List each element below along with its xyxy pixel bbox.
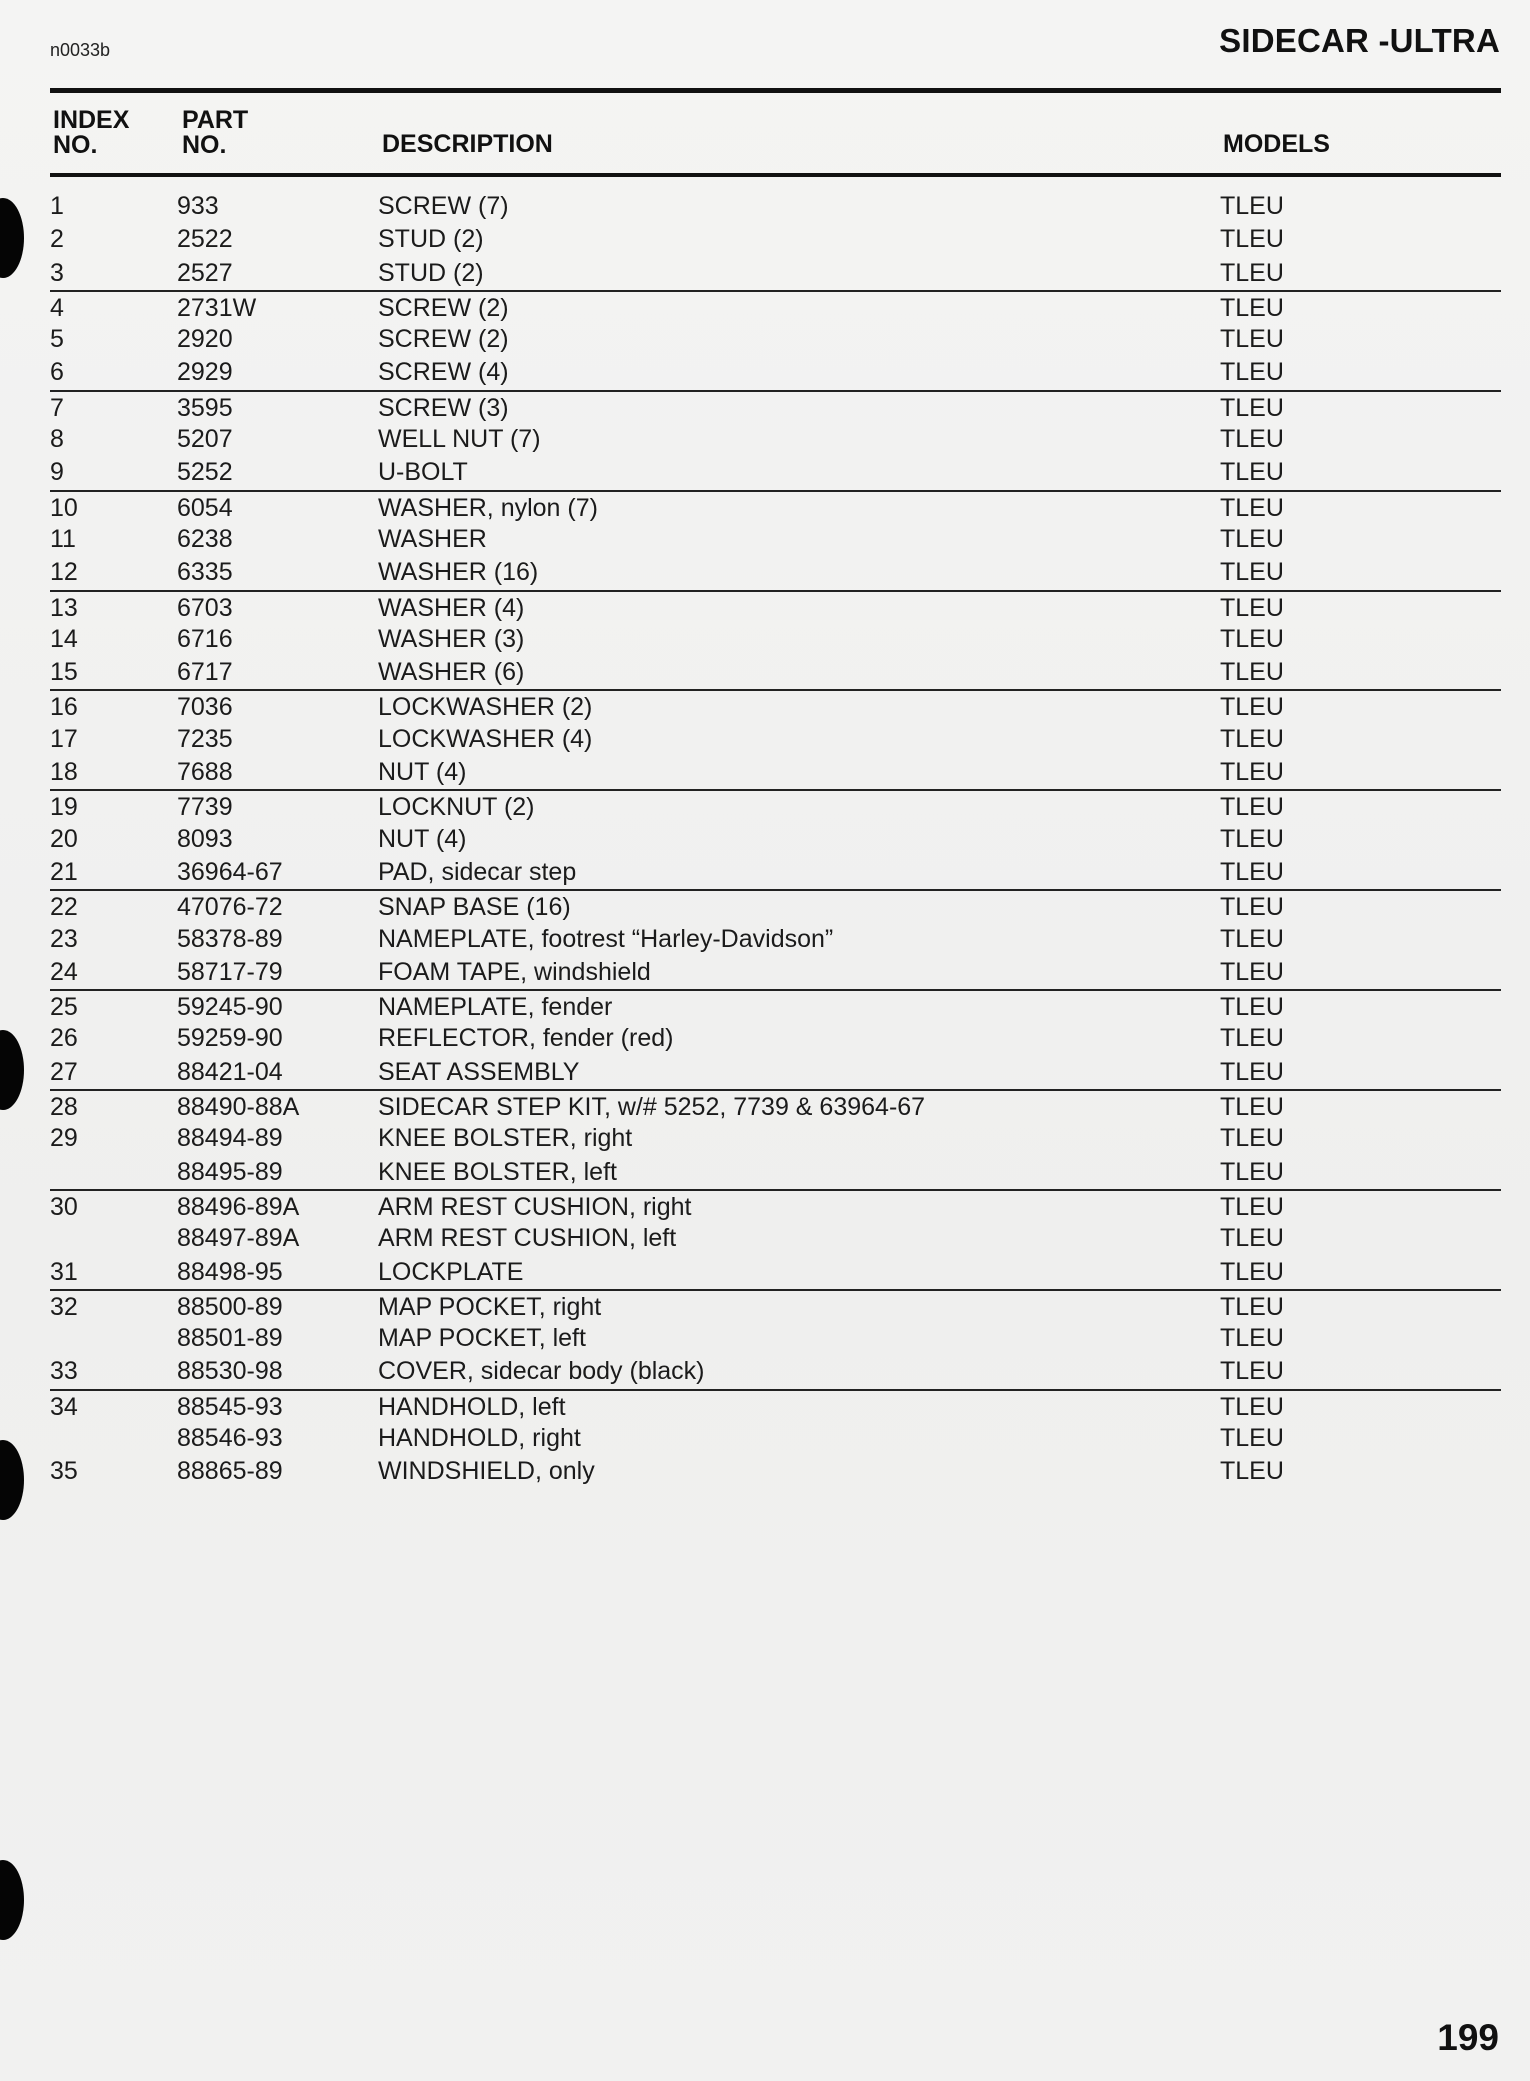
part-number-cell: 6717 [177,658,233,687]
index-cell: 21 [50,857,78,886]
part-number-cell: 2522 [177,225,233,254]
index-cell: 18 [50,758,78,787]
description-cell: KNEE BOLSTER, left [378,1157,617,1186]
description-cell: NUT (4) [378,824,467,853]
part-number-cell: 8093 [177,824,233,853]
table-row [50,989,1501,1022]
table-row [50,623,1501,656]
models-cell: TLEU [1220,1057,1284,1086]
binder-hole [0,1440,24,1520]
part-number-cell: 5207 [177,425,233,454]
models-cell: TLEU [1220,493,1284,522]
description-cell: SIDECAR STEP KIT, w/# 5252, 7739 & 63964-67 [378,1093,926,1122]
index-cell: 13 [50,593,78,622]
index-cell: 34 [50,1392,78,1421]
table-row [50,523,1501,556]
part-number-cell: 88495-89 [177,1157,283,1186]
table-row [50,1389,1501,1422]
part-number-cell: 88501-89 [177,1324,283,1353]
models-cell: TLEU [1220,192,1284,220]
index-cell: 17 [50,724,78,753]
table-row [50,1022,1501,1055]
table-row [50,923,1501,956]
index-cell: 23 [50,924,78,953]
table-row [50,756,1501,789]
part-number-cell: 36964-67 [177,857,283,886]
description-cell: LOCKWASHER (2) [378,693,593,722]
description-cell: LOCKPLATE [378,1257,524,1286]
part-number-cell: 7688 [177,758,233,787]
models-cell: TLEU [1220,225,1284,254]
part-number-cell: 2527 [177,258,233,287]
part-number-cell: 88546-93 [177,1423,283,1452]
table-row [50,823,1501,856]
models-cell: TLEU [1220,1257,1284,1286]
table-row [50,190,1501,223]
table-row [50,723,1501,756]
table-row [50,390,1501,423]
index-cell: 8 [50,425,64,454]
index-cell: 20 [50,824,78,853]
part-number-cell: 47076-72 [177,893,283,922]
index-cell: 11 [50,524,76,553]
index-cell: 22 [50,893,78,922]
models-cell: TLEU [1220,1124,1284,1153]
description-cell: SEAT ASSEMBLY [378,1057,580,1086]
description-cell: SCREW (2) [378,325,509,354]
description-cell: WINDSHIELD, only [378,1457,595,1486]
description-cell: PAD, sidecar step [378,857,577,886]
table-row [50,656,1501,689]
part-number-cell: 88494-89 [177,1124,283,1153]
models-cell: TLEU [1220,425,1284,454]
description-cell: SCREW (3) [378,393,509,422]
models-cell: TLEU [1220,624,1284,653]
models-cell: TLEU [1220,724,1284,753]
index-cell: 1 [50,192,64,220]
index-cell: 10 [50,493,78,522]
models-cell: TLEU [1220,824,1284,853]
description-cell: KNEE BOLSTER, right [378,1124,633,1153]
index-cell: 27 [50,1057,78,1086]
description-cell: ARM REST CUSHION, right [378,1192,692,1221]
index-cell: 16 [50,693,78,722]
description-cell: WASHER (3) [378,624,525,653]
models-cell: TLEU [1220,1292,1284,1321]
description-cell: FOAM TAPE, windshield [378,957,651,986]
table-row [50,856,1501,889]
models-cell: TLEU [1220,393,1284,422]
index-cell: 25 [50,993,78,1022]
part-number-cell: 3595 [177,393,233,422]
index-cell: 26 [50,1024,78,1053]
index-cell: 4 [50,293,64,322]
part-number-cell: 59259-90 [177,1024,283,1053]
index-cell: 6 [50,358,64,387]
description-cell: WASHER [378,524,487,553]
description-cell: COVER, sidecar body (black) [378,1357,705,1386]
table-row [50,290,1501,323]
models-cell: TLEU [1220,893,1284,922]
table-row [50,689,1501,722]
table-row [50,423,1501,456]
description-cell: LOCKWASHER (4) [378,724,593,753]
index-cell: 5 [50,325,64,354]
part-number-cell: 7235 [177,724,233,753]
models-cell: TLEU [1220,1157,1284,1186]
description-cell: SCREW (2) [378,293,509,322]
table-row [50,323,1501,356]
index-cell: 30 [50,1192,78,1221]
description-cell: WELL NUT (7) [378,425,541,454]
table-row [50,1189,1501,1222]
table-row [50,1089,1501,1122]
index-cell: 33 [50,1357,78,1386]
part-number-cell: 88545-93 [177,1392,283,1421]
table-row [50,1289,1501,1322]
models-cell: TLEU [1220,1024,1284,1053]
index-cell: 29 [50,1124,78,1153]
description-cell: SCREW (4) [378,358,509,387]
models-cell: TLEU [1220,993,1284,1022]
part-number-cell: 88498-95 [177,1257,283,1286]
description-cell: WASHER (4) [378,593,525,622]
models-cell: TLEU [1220,1392,1284,1421]
description-cell: HANDHOLD, left [378,1392,566,1421]
table-row [50,556,1501,589]
index-cell: 19 [50,793,78,822]
part-number-cell: 88500-89 [177,1292,283,1321]
table-row [50,1422,1501,1455]
description-cell: NUT (4) [378,758,467,787]
part-number-cell: 6703 [177,593,233,622]
binder-hole [0,1860,24,1940]
description-cell: ARM REST CUSHION, left [378,1224,677,1253]
table-row [50,456,1501,489]
table-row [50,1256,1501,1289]
description-cell: NAMEPLATE, footrest “Harley-Davidson” [378,924,834,953]
index-cell: 15 [50,658,78,687]
description-cell: REFLECTOR, fender (red) [378,1024,674,1053]
column-header-models: MODELS [1223,130,1330,158]
table-row [50,1455,1501,1488]
models-cell: TLEU [1220,524,1284,553]
column-header-part: PART NO. [182,106,249,159]
binder-hole [0,198,24,278]
models-cell: TLEU [1220,458,1284,487]
table-row [50,356,1501,389]
part-number-cell: 88865-89 [177,1457,283,1486]
part-number-cell: 7739 [177,793,233,822]
index-cell: 2 [50,225,64,254]
models-cell: TLEU [1220,593,1284,622]
models-cell: TLEU [1220,857,1284,886]
models-cell: TLEU [1220,1457,1284,1486]
models-cell: TLEU [1220,258,1284,287]
page-code: n0033b [50,40,111,60]
index-cell: 12 [50,558,78,587]
description-cell: WASHER, nylon (7) [378,493,598,522]
models-cell: TLEU [1220,1324,1284,1353]
table-row [50,1056,1501,1089]
part-number-cell: 58378-89 [177,924,283,953]
table-row [50,490,1501,523]
part-number-cell: 7036 [177,693,233,722]
part-number-cell: 6054 [177,493,233,522]
part-number-cell: 88497-89A [177,1224,300,1253]
part-number-cell: 6238 [177,524,233,553]
index-cell: 35 [50,1457,78,1486]
index-cell: 28 [50,1093,78,1122]
models-cell: TLEU [1220,358,1284,387]
index-cell: 31 [50,1257,78,1286]
models-cell: TLEU [1220,558,1284,587]
models-cell: TLEU [1220,1192,1284,1221]
column-header-index: INDEX NO. [53,106,130,159]
part-number-cell: 59245-90 [177,993,283,1022]
models-cell: TLEU [1220,693,1284,722]
table-row [50,956,1501,989]
models-cell: TLEU [1220,924,1284,953]
models-cell: TLEU [1220,793,1284,822]
models-cell: TLEU [1220,1357,1284,1386]
part-number-cell: 88530-98 [177,1357,283,1386]
models-cell: TLEU [1220,1093,1284,1122]
part-number-cell: 5252 [177,458,233,487]
binder-hole [0,1030,24,1110]
table-row [50,1355,1501,1388]
description-cell: MAP POCKET, left [378,1324,586,1353]
parts-table [50,190,1501,1489]
table-row [50,889,1501,922]
part-number-cell: 2731W [177,293,257,322]
table-row [50,1222,1501,1255]
description-cell: WASHER (16) [378,558,539,587]
description-cell: U-BOLT [378,458,468,487]
column-header-description: DESCRIPTION [382,130,553,158]
part-number-cell: 2920 [177,325,233,354]
description-cell: SCREW (7) [378,192,509,220]
index-cell: 24 [50,957,78,986]
index-cell: 7 [50,393,64,422]
description-cell: STUD (2) [378,258,484,287]
header-rule [50,173,1501,177]
table-row [50,590,1501,623]
part-number-cell: 58717-79 [177,957,283,986]
description-cell: WASHER (6) [378,658,525,687]
part-number-cell: 88421-04 [177,1057,283,1086]
table-row [50,1322,1501,1355]
part-number-cell: 6335 [177,558,233,587]
models-cell: TLEU [1220,658,1284,687]
description-cell: NAMEPLATE, fender [378,993,613,1022]
table-row [50,257,1501,290]
models-cell: TLEU [1220,1224,1284,1253]
description-cell: HANDHOLD, right [378,1423,581,1452]
models-cell: TLEU [1220,325,1284,354]
part-number-cell: 88490-88A [177,1093,300,1122]
table-row [50,1122,1501,1155]
part-number-cell: 933 [177,192,219,220]
index-cell: 32 [50,1292,78,1321]
part-number-cell: 88496-89A [177,1192,300,1221]
table-row [50,789,1501,822]
page-number: 199 [1437,2017,1499,2058]
description-cell: SNAP BASE (16) [378,893,571,922]
table-row [50,1156,1501,1189]
index-cell: 14 [50,624,78,653]
top-rule [50,88,1501,93]
part-number-cell: 6716 [177,624,233,653]
models-cell: TLEU [1220,293,1284,322]
table-row [50,223,1501,256]
description-cell: MAP POCKET, right [378,1292,602,1321]
description-cell: LOCKNUT (2) [378,793,535,822]
models-cell: TLEU [1220,1423,1284,1452]
page-title: SIDECAR -ULTRA [1219,22,1500,59]
models-cell: TLEU [1220,758,1284,787]
index-cell: 9 [50,458,64,487]
description-cell: STUD (2) [378,225,484,254]
index-cell: 3 [50,258,64,287]
part-number-cell: 2929 [177,358,233,387]
models-cell: TLEU [1220,957,1284,986]
